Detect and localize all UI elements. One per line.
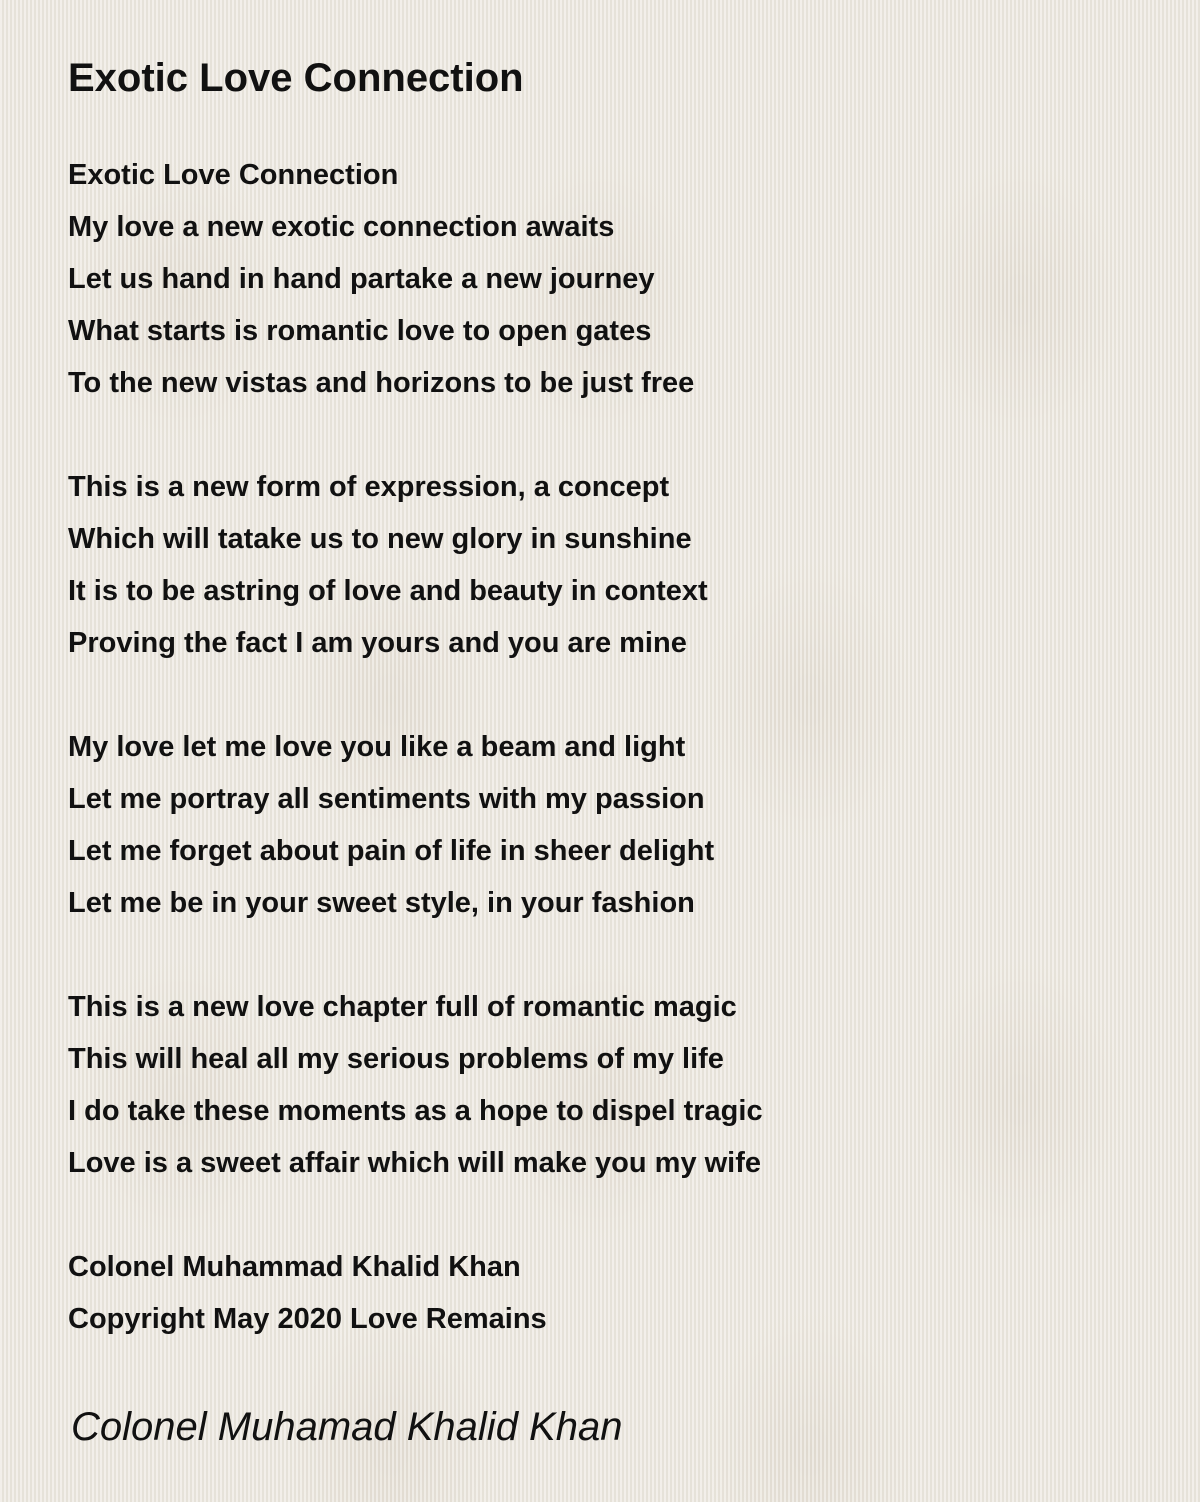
poem-author: Colonel Muhammad Khalid Khan: [68, 1251, 521, 1283]
poem-line: This will heal all my serious problems of my life: [68, 1043, 724, 1075]
poem-line: Love is a sweet affair which will make you my wife: [68, 1147, 762, 1179]
poem-copyright: Copyright May 2020 Love Remains: [68, 1303, 547, 1335]
poem-line: This is a new form of expression, a concept: [68, 471, 670, 503]
poem-line: It is to be astring of love and beauty in context: [68, 575, 708, 607]
poem-line: Let me forget about pain of life in sheer delight: [68, 835, 715, 867]
stanza-gap: [68, 669, 763, 721]
poem-line: I do take these moments as a hope to dispel tragic: [68, 1095, 763, 1127]
poem-line: Let me be in your sweet style, in your fashion: [68, 887, 695, 919]
poem-line: This is a new love chapter full of romantic magic: [68, 991, 737, 1023]
poem-line: My love a new exotic connection awaits: [68, 211, 615, 243]
poem-line: Let me portray all sentiments with my passion: [68, 783, 705, 815]
poem-line: Which will tatake us to new glory in sunshine: [68, 523, 692, 555]
poem-body: [68, 149, 763, 1345]
poem-line: My love let me love you like a beam and light: [68, 731, 686, 763]
author-signature: Colonel Muhamad Khalid Khan: [71, 1405, 623, 1449]
stanza-gap: [68, 1189, 763, 1241]
poem-line: What starts is romantic love to open gates: [68, 315, 652, 347]
page-title: Exotic Love Connection: [68, 56, 524, 100]
stanza-gap: [68, 929, 763, 981]
poem-line: To the new vistas and horizons to be just free: [68, 367, 695, 399]
poem-heading: Exotic Love Connection: [68, 159, 399, 191]
stanza-gap: [68, 409, 763, 461]
poem-line: Proving the fact I am yours and you are mine: [68, 627, 687, 659]
poem-line: Let us hand in hand partake a new journey: [68, 263, 655, 295]
